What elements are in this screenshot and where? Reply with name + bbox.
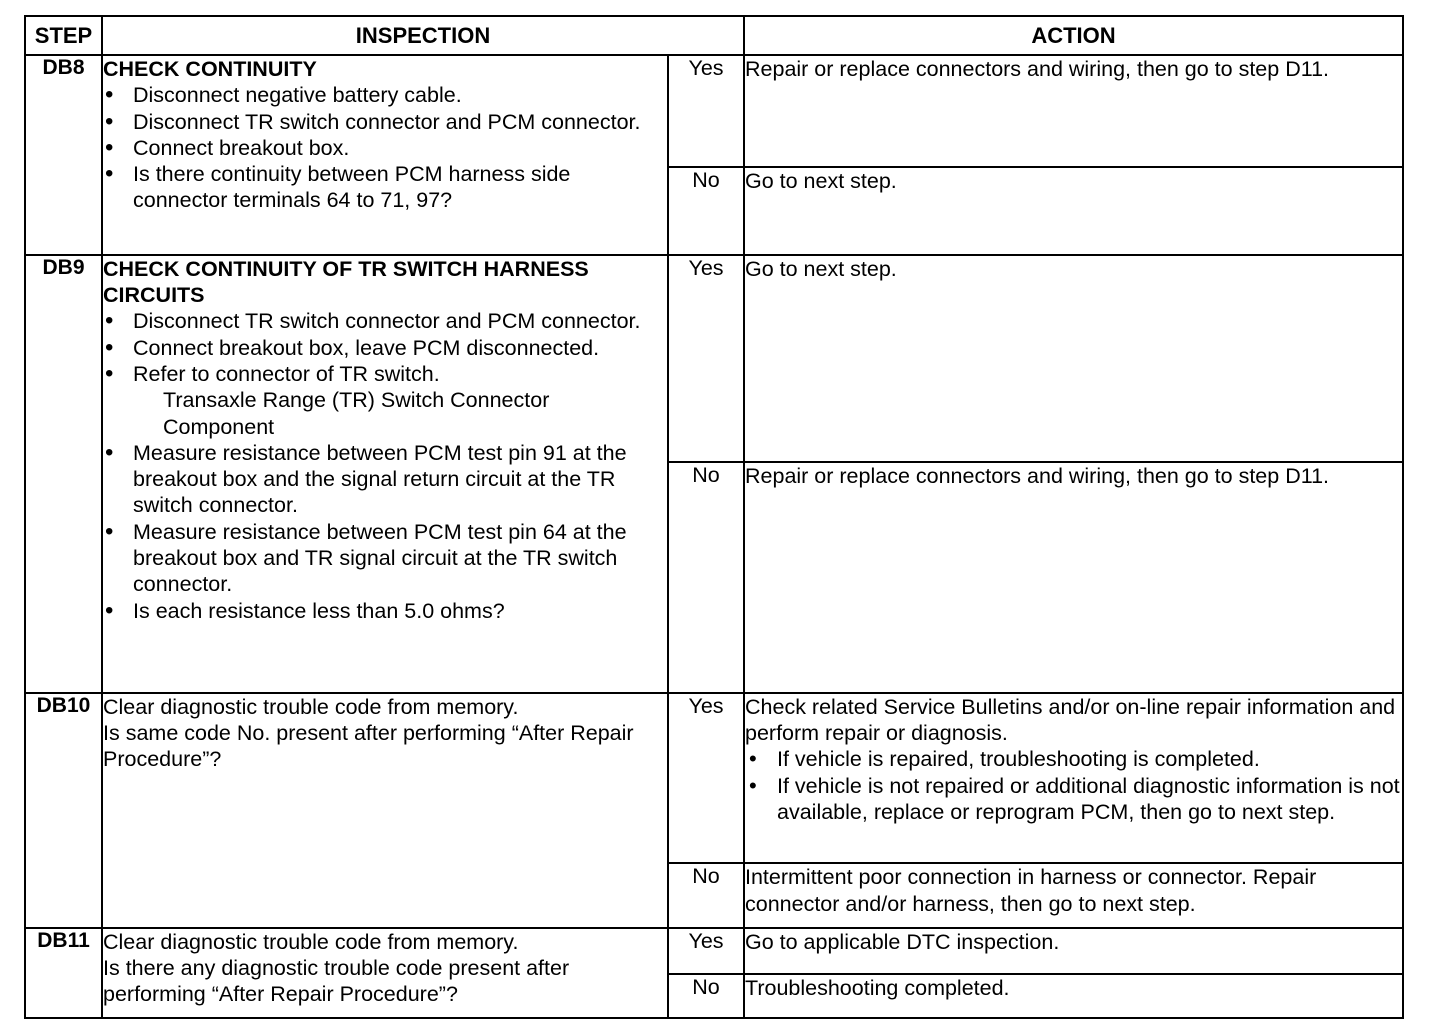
step-db8: DB8 (25, 55, 102, 255)
action-no: Troubleshooting completed. (744, 974, 1403, 1018)
list-item: • Disconnect negative battery cable. (103, 82, 667, 108)
action-no: Intermittent poor connection in harness or connector. Repair connector and/or harness, then go to next step. (744, 863, 1403, 927)
list-item: • Is there continuity between PCM harness side connector terminals 64 to 71, 97? (103, 161, 667, 214)
list-item: • Measure resistance between PCM test pin 64 at the breakout box and TR signal circuit at the TR switch connector. (103, 519, 667, 598)
table-row-db11-yes (25, 928, 1403, 974)
list-item: • Disconnect TR switch connector and PCM connector. (103, 109, 667, 135)
step-db10: DB10 (25, 693, 102, 928)
header-inspection: INSPECTION (102, 16, 744, 55)
action-yes: Go to applicable DTC inspection. (744, 928, 1403, 974)
inspection-db11 (102, 928, 668, 1018)
answer-no-label: No (668, 167, 744, 254)
action-no: Repair or replace connectors and wiring, then go to step D11. (744, 462, 1403, 693)
inspection-text: Clear diagnostic trouble code from memory. (103, 929, 519, 954)
answer-yes-label: Yes (668, 928, 744, 974)
step-db9: DB9 (25, 255, 102, 693)
list-item: • Disconnect TR switch connector and PCM connector. (103, 308, 667, 334)
list-item: • Connect breakout box, leave PCM disconnected. (103, 335, 667, 361)
table-row-db9-yes (25, 255, 1403, 462)
header-step: STEP (25, 16, 102, 55)
bullet-list (103, 308, 667, 387)
action-no: Go to next step. (744, 167, 1403, 254)
inspection-db8 (102, 55, 668, 255)
inspection-question: Is same code No. present after performing “After Repair Procedure”? (103, 720, 634, 772)
inspection-heading: CHECK CONTINUITY OF TR SWITCH HARNESS CIRCUITS (103, 256, 589, 308)
list-item: • Refer to connector of TR switch. (103, 361, 667, 387)
list-item: • If vehicle is repaired, troubleshooting is completed. (747, 746, 1402, 772)
table-row-db8-yes (25, 55, 1403, 167)
inspection-text: Clear diagnostic trouble code from memory. (103, 694, 519, 719)
table-row-db10-yes (25, 693, 1403, 864)
answer-yes-label: Yes (668, 693, 744, 864)
inspection-question: Is there any diagnostic trouble code present after performing “After Repair Procedure”? (103, 955, 570, 1007)
list-item: • Measure resistance between PCM test pin 91 at the breakout box and the signal return circuit at the TR switch connector. (103, 440, 667, 519)
step-db11: DB11 (25, 928, 102, 1018)
header-action: ACTION (744, 16, 1403, 55)
list-item: • Connect breakout box. (103, 135, 667, 161)
action-yes: Go to next step. (744, 255, 1403, 462)
answer-yes-label: Yes (668, 255, 744, 462)
action-text: Check related Service Bulletins and/or on-line repair information and perform repair or diagnosis. (745, 694, 1396, 745)
inspection-heading: CHECK CONTINUITY (103, 57, 317, 81)
answer-yes-label: Yes (668, 55, 744, 167)
list-item: • If vehicle is not repaired or additional diagnostic information is not available, replace or reprogram PCM, then go to next step. (747, 773, 1402, 826)
list-item: • Is each resistance less than 5.0 ohms? (103, 598, 667, 624)
bullet-list (103, 82, 667, 213)
answer-no-label: No (668, 974, 744, 1018)
header-row (25, 16, 1403, 55)
connector-reference-line: Transaxle Range (TR) Switch Connector (163, 388, 550, 413)
bullet-list (103, 440, 667, 624)
bullet-list (745, 746, 1402, 825)
action-yes (744, 693, 1403, 864)
action-yes: Repair or replace connectors and wiring, then go to step D11. (744, 55, 1403, 167)
answer-no-label: No (668, 462, 744, 693)
diagnostic-table (24, 15, 1404, 1019)
inspection-db9 (102, 255, 668, 693)
connector-reference-line: Component (163, 414, 275, 439)
inspection-db10 (102, 693, 668, 928)
answer-no-label: No (668, 863, 744, 927)
